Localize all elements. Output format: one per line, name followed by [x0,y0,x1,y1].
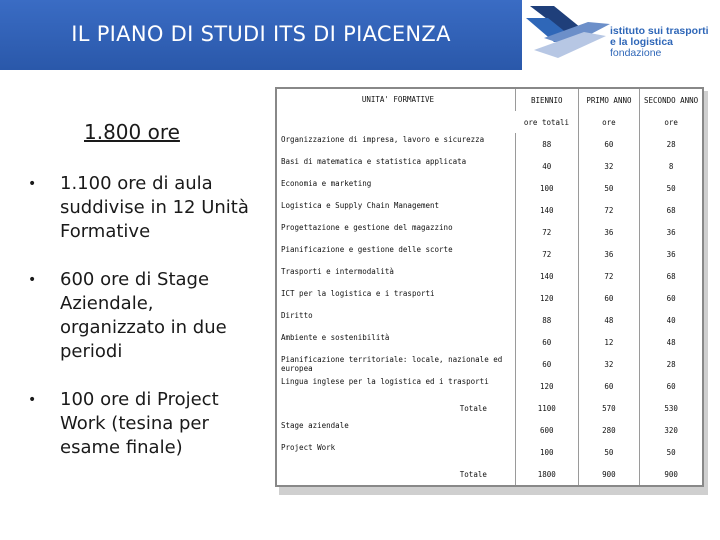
bullet-text: 600 ore di Stage Aziendale, organizzato in due periodi [60,269,227,362]
total-all-label: Totale [459,469,487,479]
cell-biennio: 40 [515,155,578,177]
bullet-text: 1.100 ore di aula suddivise in 12 Unità Formative [60,173,249,242]
header-biennio: BIENNIO [515,88,578,111]
cell-primo: 72 [578,199,640,221]
unit-name: Trasporti e intermodalità [281,267,394,276]
cell-primo: 32 [578,353,640,375]
cell-biennio: 120 [515,375,578,397]
table-row [276,331,703,353]
cell-biennio: 60 [515,353,578,375]
unit-name: Basi di matematica e statistica applicata [281,157,467,166]
cell-biennio: 100 [515,177,578,199]
unit-name: Progettazione e gestione del magazzino [281,223,453,232]
cell-secondo: 28 [640,353,703,375]
cell-biennio: 140 [515,265,578,287]
cell-biennio: 1100 [515,397,578,419]
cell-primo: 900 [578,463,640,486]
cell-secondo: 50 [640,177,703,199]
logo-line-2: e la logistica [610,36,674,48]
header-units: UNITA' FORMATIVE [361,95,435,104]
cell-primo: 50 [578,441,640,463]
total-aula-label: Totale [459,403,487,413]
logo-text [610,26,709,59]
table-row [276,287,703,309]
cell-biennio: 72 [515,221,578,243]
cell-secondo: 28 [640,133,703,155]
table-row [276,177,703,199]
cell-biennio: 88 [515,133,578,155]
cell-biennio: 120 [515,287,578,309]
cell-secondo: 68 [640,265,703,287]
total-all-row [276,463,703,486]
cell-secondo: 36 [640,221,703,243]
cell-primo: 36 [578,221,640,243]
cell-secondo: 50 [640,441,703,463]
unit-name: Pianificazione e gestione delle scorte [281,245,453,254]
cell-secondo: 320 [640,419,703,441]
unit-name: Economia e marketing [281,179,372,188]
unit-name: Diritto [281,311,313,320]
table-row [276,265,703,287]
unit-name: Lingua inglese per la logistica ed i trasporti [281,377,489,386]
table-row [276,309,703,331]
cell-primo: 60 [578,375,640,397]
cell-secondo: 8 [640,155,703,177]
cell-primo: 72 [578,265,640,287]
page-title: IL PIANO DI STUDI ITS DI PIACENZA [71,22,451,46]
unit-rows [276,133,703,486]
bullet-marker: • [28,392,37,408]
stage-name: Stage aziendale [281,421,349,430]
cell-primo: 60 [578,287,640,309]
cell-secondo: 60 [640,287,703,309]
header-primo: PRIMO ANNO [578,88,640,111]
cell-secondo: 68 [640,199,703,221]
unit-name: ICT per la logistica e i trasporti [281,289,435,298]
cell-biennio: 60 [515,331,578,353]
table-header-row [276,88,703,111]
units-table [275,87,704,487]
unit-name: Organizzazione di impresa, lavoro e sicurezza [281,135,485,144]
project-row [276,441,703,463]
unit-name: Ambiente e sostenibilità [281,333,390,342]
cell-biennio: 600 [515,419,578,441]
cell-secondo: 40 [640,309,703,331]
logo-line-1: istituto sui trasporti [610,25,709,37]
subheader-biennio: ore totali [523,117,570,127]
subheader-primo: ore [578,111,640,133]
cell-primo: 50 [578,177,640,199]
total-aula-row [276,397,703,419]
bullet-marker: • [28,176,37,192]
cell-secondo: 48 [640,331,703,353]
table-row [276,375,703,397]
bullet-marker: • [28,272,37,288]
cell-biennio: 140 [515,199,578,221]
cell-biennio: 100 [515,441,578,463]
cell-secondo: 900 [640,463,703,486]
project-name: Project Work [281,443,336,452]
cell-secondo: 60 [640,375,703,397]
cell-primo: 12 [578,331,640,353]
cell-biennio: 1800 [515,463,578,486]
cell-primo: 36 [578,243,640,265]
table-row [276,155,703,177]
unit-name: Logistica e Supply Chain Management [281,201,440,210]
cell-primo: 570 [578,397,640,419]
unit-name: Pianificazione territoriale: locale, nazionale ed europea [281,355,503,373]
table-row [276,221,703,243]
cell-primo: 60 [578,133,640,155]
table-row [276,353,703,375]
logo [524,2,720,68]
header-secondo: SECONDO ANNO [640,88,703,111]
table-row [276,243,703,265]
subheader-secondo: ore [640,111,703,133]
table-row [276,133,703,155]
logo-line-3: fondazione [610,47,662,59]
bullet-text: 100 ore di Project Work (tesina per esame finale) [60,389,219,458]
stage-row [276,419,703,441]
cell-secondo: 530 [640,397,703,419]
cell-primo: 32 [578,155,640,177]
cell-secondo: 36 [640,243,703,265]
cell-biennio: 88 [515,309,578,331]
logo-mark-icon [524,2,614,68]
cell-primo: 280 [578,419,640,441]
table-row [276,199,703,221]
cell-primo: 48 [578,309,640,331]
cell-biennio: 72 [515,243,578,265]
hours-total: 1.800 ore [84,120,180,144]
